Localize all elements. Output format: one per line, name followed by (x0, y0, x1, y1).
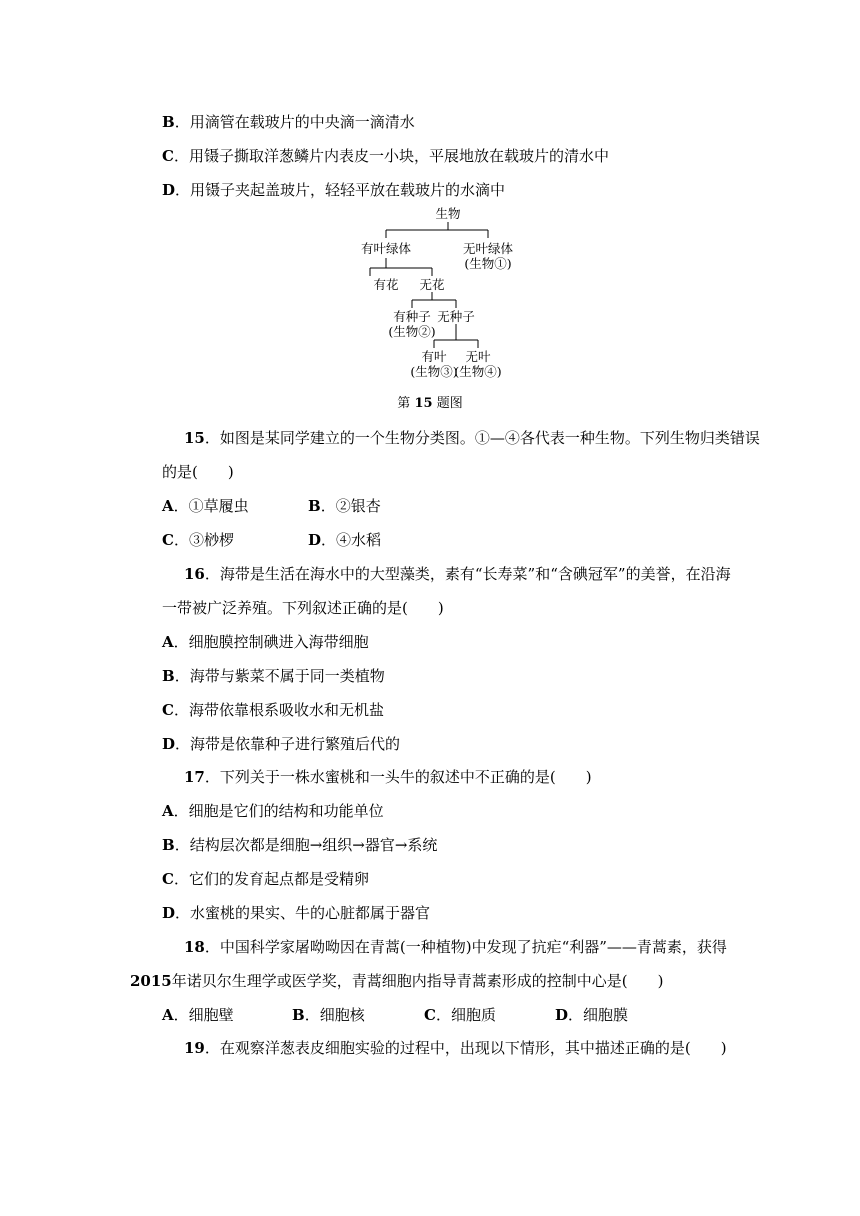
option-text: 海带与紫菜不属于同一类植物 (189, 667, 385, 685)
question-18: 18．中国科学家屠呦呦因在青蒿(一种植物)中发现了抗疟“利器”——青蒿素，获得 (184, 938, 727, 956)
node-with-chloroplast: 有叶绿体 (360, 241, 412, 256)
question-number: 19 (184, 1039, 205, 1057)
q16-option-b: B．海带与紫菜不属于同一类植物 (162, 667, 385, 685)
question-text: 在观察洋葱表皮细胞实验的过程中，出现以下情形，其中描述正确的是( ) (219, 1039, 727, 1057)
option-text: 水蜜桃的果实、牛的心脏都属于器官 (190, 904, 431, 922)
option-letter: D (162, 904, 176, 922)
q18-option-a: A．细胞壁 (162, 1006, 234, 1024)
node-seed: 有种子 (393, 309, 431, 324)
option-letter: D (162, 181, 176, 199)
question-17: 17．下列关于一株水蜜桃和一头牛的叙述中不正确的是( ) (184, 768, 592, 786)
option-text: ③桫椤 (188, 531, 234, 549)
option-b-prev: B．用滴管在载玻片的中央滴一滴清水 (162, 113, 415, 131)
question-text: 的是( ) (162, 463, 234, 481)
node-without-chloroplast: 无叶绿体 (462, 241, 514, 256)
option-text: 海带依靠根系吸收水和无机盐 (188, 701, 384, 719)
classification-diagram (360, 200, 540, 390)
option-text: 细胞核 (319, 1006, 365, 1024)
figure-caption (0, 394, 860, 414)
node-leafy: 有叶 (421, 349, 447, 364)
option-text: 结构层次都是细胞→组织→器官→系统 (189, 836, 438, 854)
option-letter: C (424, 1006, 436, 1024)
question-text: 下列关于一株水蜜桃和一头牛的叙述中不正确的是( ) (219, 768, 592, 786)
option-letter: D (555, 1006, 569, 1024)
q18-option-c: C．细胞质 (424, 1006, 496, 1024)
q17-option-c: C．它们的发育起点都是受精卵 (162, 870, 369, 888)
option-text: 用镊子夹起盖玻片，轻轻平放在载玻片的水滴中 (190, 181, 506, 199)
caption-post: 题图 (436, 396, 463, 411)
option-text: 细胞膜控制碘进入海带细胞 (188, 633, 369, 651)
question-15: 15．如图是某同学建立的一个生物分类图。①—④各代表一种生物。下列生物归类错误 (184, 429, 760, 447)
q18-option-b: B．细胞核 (292, 1006, 365, 1024)
option-letter: B (162, 113, 175, 131)
question-16: 16．海带是生活在海水中的大型藻类，素有“长寿菜”和“含碘冠军”的美誉，在沿海 (184, 565, 731, 583)
option-text: 用镊子撕取洋葱鳞片内表皮一小块，平展地放在载玻片的清水中 (188, 147, 609, 165)
option-text: 它们的发育起点都是受精卵 (188, 870, 369, 888)
q16-option-d: D．海带是依靠种子进行繁殖后代的 (162, 735, 401, 753)
node-non-flowering: 无花 (419, 277, 445, 292)
node-root: 生物 (435, 206, 461, 221)
node-organism-4: (生物④) (454, 364, 502, 379)
option-letter: A (162, 802, 174, 820)
option-c-prev: C．用镊子撕取洋葱鳞片内表皮一小块，平展地放在载玻片的清水中 (162, 147, 609, 165)
option-text: 细胞膜 (583, 1006, 629, 1024)
question-number: 17 (184, 768, 205, 786)
option-letter: C (162, 701, 174, 719)
question-19: 19．在观察洋葱表皮细胞实验的过程中，出现以下情形，其中描述正确的是( ) (184, 1039, 727, 1057)
q16-option-a: A．细胞膜控制碘进入海带细胞 (162, 633, 369, 651)
q18-option-d: D．细胞膜 (555, 1006, 629, 1024)
question-number: 16 (184, 565, 205, 583)
option-letter: D (162, 735, 176, 753)
question-18-cont (130, 971, 663, 991)
option-text: 海带是依靠种子进行繁殖后代的 (190, 735, 401, 753)
option-letter: B (162, 836, 175, 854)
q17-option-a: A．细胞是它们的结构和功能单位 (162, 802, 384, 820)
option-letter: B (308, 497, 321, 515)
caption-num: 15 (414, 396, 433, 411)
q17-option-b: B．结构层次都是细胞→组织→器官→系统 (162, 836, 438, 854)
option-letter: A (162, 633, 174, 651)
option-letter: C (162, 531, 174, 549)
option-text: 用滴管在载玻片的中央滴一滴清水 (189, 113, 415, 131)
question-text: 海带是生活在海水中的大型藻类，素有“长寿菜”和“含碘冠军”的美誉，在沿海 (219, 565, 731, 583)
option-text: ④水稻 (336, 531, 382, 549)
year: 2015 (130, 972, 172, 990)
question-text: 年诺贝尔生理学或医学奖，青蒿细胞内指导青蒿素形成的控制中心是( ) (171, 972, 664, 990)
q16-option-c: C．海带依靠根系吸收水和无机盐 (162, 701, 384, 719)
question-16-cont (162, 598, 444, 618)
option-letter: A (162, 1006, 174, 1024)
node-leafless: 无叶 (465, 349, 491, 364)
option-text: ①草履虫 (188, 497, 249, 515)
option-text: ②银杏 (335, 497, 381, 515)
caption-pre: 第 (397, 396, 411, 411)
option-d-prev: D．用镊子夹起盖玻片，轻轻平放在载玻片的水滴中 (162, 181, 506, 199)
question-text: 一带被广泛养殖。下列叙述正确的是( ) (162, 599, 444, 617)
option-letter: C (162, 147, 174, 165)
question-text: 中国科学家屠呦呦因在青蒿(一种植物)中发现了抗疟“利器”——青蒿素，获得 (219, 938, 727, 956)
option-text: 细胞质 (450, 1006, 496, 1024)
question-number: 15 (184, 429, 205, 447)
option-text: 细胞是它们的结构和功能单位 (188, 802, 384, 820)
q15-option-a: A．①草履虫 (162, 497, 249, 515)
option-letter: B (292, 1006, 305, 1024)
question-15-cont (162, 462, 234, 482)
option-letter: D (308, 531, 322, 549)
q15-option-c: C．③桫椤 (162, 531, 234, 549)
q17-option-d: D．水蜜桃的果实、牛的心脏都属于器官 (162, 904, 431, 922)
question-text: 如图是某同学建立的一个生物分类图。①—④各代表一种生物。下列生物归类错误 (219, 429, 760, 447)
option-letter: C (162, 870, 174, 888)
question-number: 18 (184, 938, 205, 956)
q15-option-b: B．②银杏 (308, 497, 381, 515)
node-seedless: 无种子 (437, 309, 475, 324)
node-organism-3: (生物③) (410, 364, 458, 379)
node-organism-2: (生物②) (388, 324, 436, 339)
q15-option-d: D．④水稻 (308, 531, 382, 549)
node-organism-1: (生物①) (464, 256, 512, 271)
option-letter: A (162, 497, 174, 515)
node-flowering: 有花 (373, 277, 399, 292)
option-text: 细胞壁 (188, 1006, 234, 1024)
option-letter: B (162, 667, 175, 685)
